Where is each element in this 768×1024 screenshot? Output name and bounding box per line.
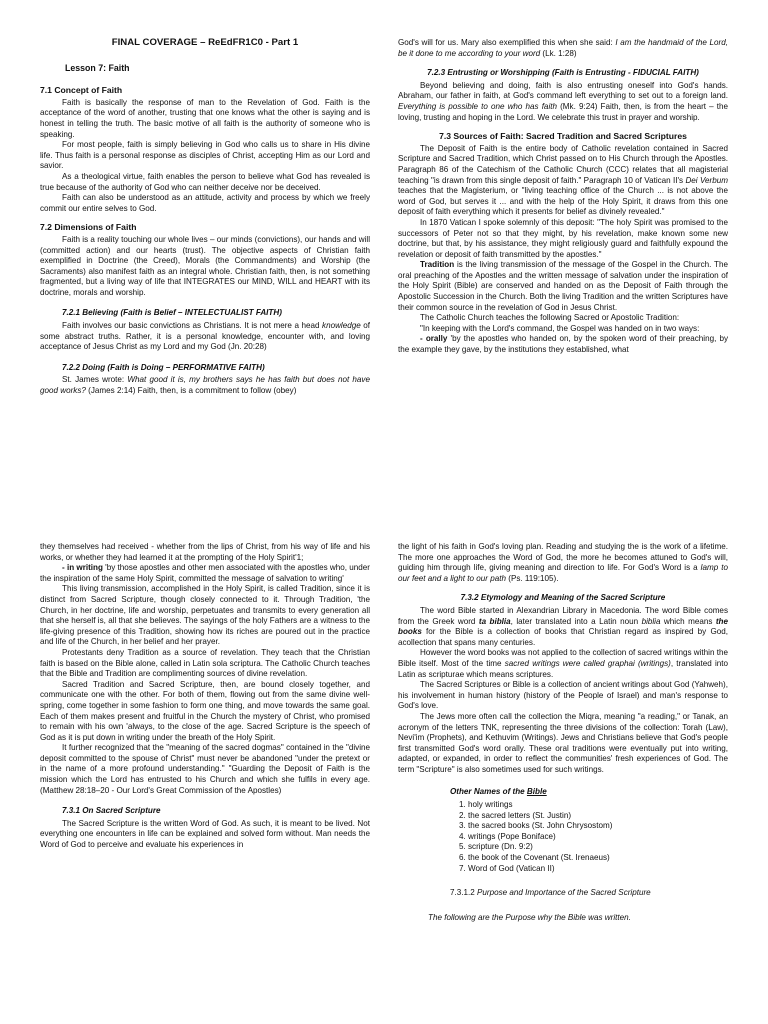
heading-7-2-3: 7.2.3 Entrusting or Worshipping (Faith is Entrusting - FIDUCIAL FAITH) xyxy=(427,68,699,78)
list-item: 2. the sacred letters (St. Justin) xyxy=(468,811,728,822)
lesson-heading: Lesson 7: Faith xyxy=(65,62,130,73)
paragraph: - orally 'by the apostles who handed on, by the spoken word of their preaching, by the example they gave, by the institutions they established, what xyxy=(398,334,728,355)
purpose-intro: The following are the Purpose why the Bible was written. xyxy=(428,912,631,922)
paragraph: It further recognized that the "meaning of the sacred dogmas" contained in the "divine deposit committed to the spouse of Christ" must never be abandoned "under the pretext or in the name of a more profound understanding." "Guarding the Deposit of Faith is the mission which the Lord has entrusted to his Church and which she fulfils in every age. (Matthew 28:18–20 - Our Lord's Great Commission of the Apostles) xyxy=(40,743,370,795)
paragraph: God's will for us. Mary also exemplified this when she said: I am the handmaid of the Lord, be it done to me according to your word (Lk. 1:28) xyxy=(398,38,728,58)
paragraph: As a theological virtue, faith enables the person to believe what God has revealed is true because of the authority of God who can neither deceive nor be deceived. xyxy=(40,171,370,192)
paragraph: Tradition is the living transmission of the message of the Gospel in the Church. The oral preaching of the Apostles and the written message of salvation under the inspiration of the Holy Spirit (Bible) are conserved and handed on as the Deposit of Faith through the Apostolic Succession in the Church. Both the living Tradition and the written Scriptures have their common source in the revelation of God in Jesus Christ. xyxy=(398,260,728,312)
paragraph: The word Bible started in Alexandrian Library in Macedonia. The word Bible comes from the Greek word ta biblia, later translated into a Latin noun biblia which means the books for the Bible is a collection of books that Christian regard as inspired by God, acollection that spans many centuries. xyxy=(398,605,728,647)
heading-7-2-2: 7.2.2 Doing (Faith is Doing – PERFORMATIVE FAITH) xyxy=(62,362,265,372)
paragraph: However the word books was not applied to the collection of sacred writings within the Bible itself. Most of the time sacred writings were called graphai (writings), translated into Latin as scripturae which means scriptures. xyxy=(398,648,729,679)
paragraph: In 1870 Vatican I spoke solemnly of this deposit: "The holy Spirit was promised to the successors of Peter not so that they might, by his revelation, make known some new doctrine, but that, by his assistance, they might religiously guard and faithfully expound the revelation or deposit of faith transmitted by the apostles." xyxy=(398,217,728,259)
list-item: 3. the sacred books (St. John Chrysostom) xyxy=(468,821,728,832)
list-item: 5. scripture (Dn. 9:2) xyxy=(468,842,728,853)
paragraph: Protestants deny Tradition as a source of revelation. They teach that the Christian faith is based on the Bible alone, called in Latin sola scriptura. The Catholic Church teaches that the Bible and Tradition are complimenting sources of divine revelation. xyxy=(40,647,370,679)
column-top-left xyxy=(40,38,370,397)
paragraph: For most people, faith is simply believing in God who calls us to share in His divine life. Thus faith is a personal response as disciples of Christ, accepting Him as our Lord and savior. xyxy=(40,140,370,171)
paragraph: The Jews more often call the collection the Miqra, meaning "a reading," or Tanak, an acronym of the letters TNK, representing the three divisions of the collection: Torah (Law), Nevi'im (Prophets), and Kethuvim (Writings). Jews and Christians believe that God's people first transmitted God's word orally. These oral traditions were eventually put into writing, adapted, or expanded, in order to reflect the communities' fresh experiences of God. The term "Scripture" is also sometimes used for such writings. xyxy=(398,711,728,774)
page-title: FINAL COVERAGE – ReEdFR1C0 - Part 1 xyxy=(111,37,299,48)
paragraph: Sacred Tradition and Sacred Scripture, then, are bound closely together, and communicate one with the other. For both of them, flowing out from the same divine well-spring, come together in some fashion to form one thing, and move towards the same goal. Each of them makes present and fruitful in the Church the mystery of Christ, who promised to remain with his own 'always, to the close of the age. Sacred Scripture is the speech of God as it is put down in writing under the breath of the Holy Spirit. xyxy=(40,679,370,742)
column-top-right xyxy=(398,38,728,356)
names-heading: Other Names of the Bible xyxy=(450,787,547,797)
paragraph: the light of his faith in God's loving plan. Reading and studying the is the work of a lifetime. The more one approaches the Word of God, the more he becomes attuned to God's will, guiding him through life, giving meaning and direction to life. For God's Word is a lamp to our feet and a light to our path (Ps. 119:105). xyxy=(398,542,728,583)
list-item: 6. the book of the Covenant (St. Irenaeus) xyxy=(468,853,728,864)
heading-7-1: 7.1 Concept of Faith xyxy=(40,85,123,96)
paragraph: they themselves had received - whether from the lips of Christ, from his way of life and his works, or whether they had learned it at the prompting of the Holy Spirit'1; xyxy=(40,542,370,562)
list-item: 1. holy writings xyxy=(468,800,728,811)
heading-7-3: 7.3 Sources of Faith: Sacred Tradition and Sacred Scriptures xyxy=(439,131,687,142)
paragraph: The Deposit of Faith is the entire body of Catholic revelation contained in Sacred Scripture and Sacred Tradition, which Christ passed on to His Church through the Apostles. Paragraph 86 of the Catechism of the Catholic Church (CCC) relates that all magisterial teaching "is drawn from this single deposit of faith." Paragraph 10 of Vatican II's Dei Verbum teaches that the Magisterium, or "living teaching office of the Church ... is not above the word of God, but serves it ... and with the help of the Holy Spirit, it draws from this one deposit of faith everything which it presents for belief as divinely revealed." xyxy=(398,143,728,217)
heading-7-3-1-2: 7.3.1.2 Purpose and Importance of the Sacred Scripture xyxy=(450,888,651,898)
heading-7-3-1: 7.3.1 On Sacred Scripture xyxy=(62,806,161,816)
names-list xyxy=(398,800,728,874)
paragraph: Faith can also be understood as an attitude, activity and process by which we freely commit our entire selves to God. xyxy=(40,193,370,213)
heading-7-2: 7.2 Dimensions of Faith xyxy=(40,222,137,233)
column-bottom-right xyxy=(398,542,728,923)
list-item: 7. Word of God (Vatican II) xyxy=(468,864,728,875)
column-bottom-left xyxy=(40,542,370,851)
paragraph: Faith involves our basic convictions as Christians. It is not mere a head knowledge of some abstract truths. Rather, it is a personal knowledge, encounter with, and loving acceptance of Jesus Christ as my Lord and my God (Jn. 20:28) xyxy=(40,321,371,352)
paragraph: Faith is a reality touching our whole lives – our minds (convictions), our hands and will (committed action) and our hearts (trust). The objective aspects of Christian faith exemplified in Doctrine (the Creed), Morals (the Commandments) and Worship (the Sacraments) also manifest faith as an integral whole. Christian faith, then, is not something fragmented, but a living way of life that INTEGRATES our MIND, WILL and HEART with its doctrine, morals and worship. xyxy=(40,234,370,297)
paragraph: Faith is basically the response of man to the Revelation of God. Faith is the acceptance of the word of another, trusting that one knows what the other is saying and is honest in telling the truth. The basic motive of all faith is the authority of someone who is speaking. xyxy=(40,97,370,139)
paragraph: "In keeping with the Lord's command, the Gospel was handed on in two ways: xyxy=(420,323,700,333)
paragraph: The Sacred Scripture is the written Word of God. As such, it is meant to be lived. Not everything one encounters in life can be explained and solved form without. Man needs the Word of God to perceive and evaluate his experiences in xyxy=(40,818,370,850)
list-item: 4. writings (Pope Boniface) xyxy=(468,832,728,843)
heading-7-3-2: 7.3.2 Etymology and Meaning of the Sacred Scripture xyxy=(460,593,666,603)
paragraph: This living transmission, accomplished in the Holy Spirit, is called Tradition, since it is distinct from Sacred Scripture, though closely connected to it. Through Tradition, 'the Church, in her doctrine, life and worship, perpetuates and transmits to every generation all that she herself is, all that she believes. The sayings of the holy Fathers are a witness to the life-giving presence of this Tradition, showing how its riches are poured out in the practice and life of the Church, in her belief and her prayer. xyxy=(40,584,370,647)
heading-7-2-1: 7.2.1 Believing (Faith is Belief – INTELECTUALIST FAITH) xyxy=(62,308,282,318)
paragraph: The Catholic Church teaches the following Sacred or Apostolic Tradition: xyxy=(420,313,680,323)
paragraph: St. James wrote: What good it is, my brothers says he has faith but does not have good works? (James 2:14) Faith, then, is a commitment to follow (obey) xyxy=(40,375,370,396)
paragraph: The Sacred Scriptures or Bible is a collection of ancient writings about God (Yahweh), his involvement in human history (history of the People of Israel) and man's response to God's love. xyxy=(398,680,728,711)
paragraph: - in writing 'by those apostles and other men associated with the apostles who, under the inspiration of the same Holy Spirit, committed the message of salvation to writing' xyxy=(40,563,370,583)
paragraph: Beyond believing and doing, faith is also entrusting oneself into God's hands. Abraham, our father in faith, at God's command left everything to set out to a foreign land. Everything is possible to one who has faith (Mk. 9:24) Faith, then, is from the heart – the loving, trusting and hoping in the Lord. We celebrate this trust in prayer and worship. xyxy=(398,80,728,122)
